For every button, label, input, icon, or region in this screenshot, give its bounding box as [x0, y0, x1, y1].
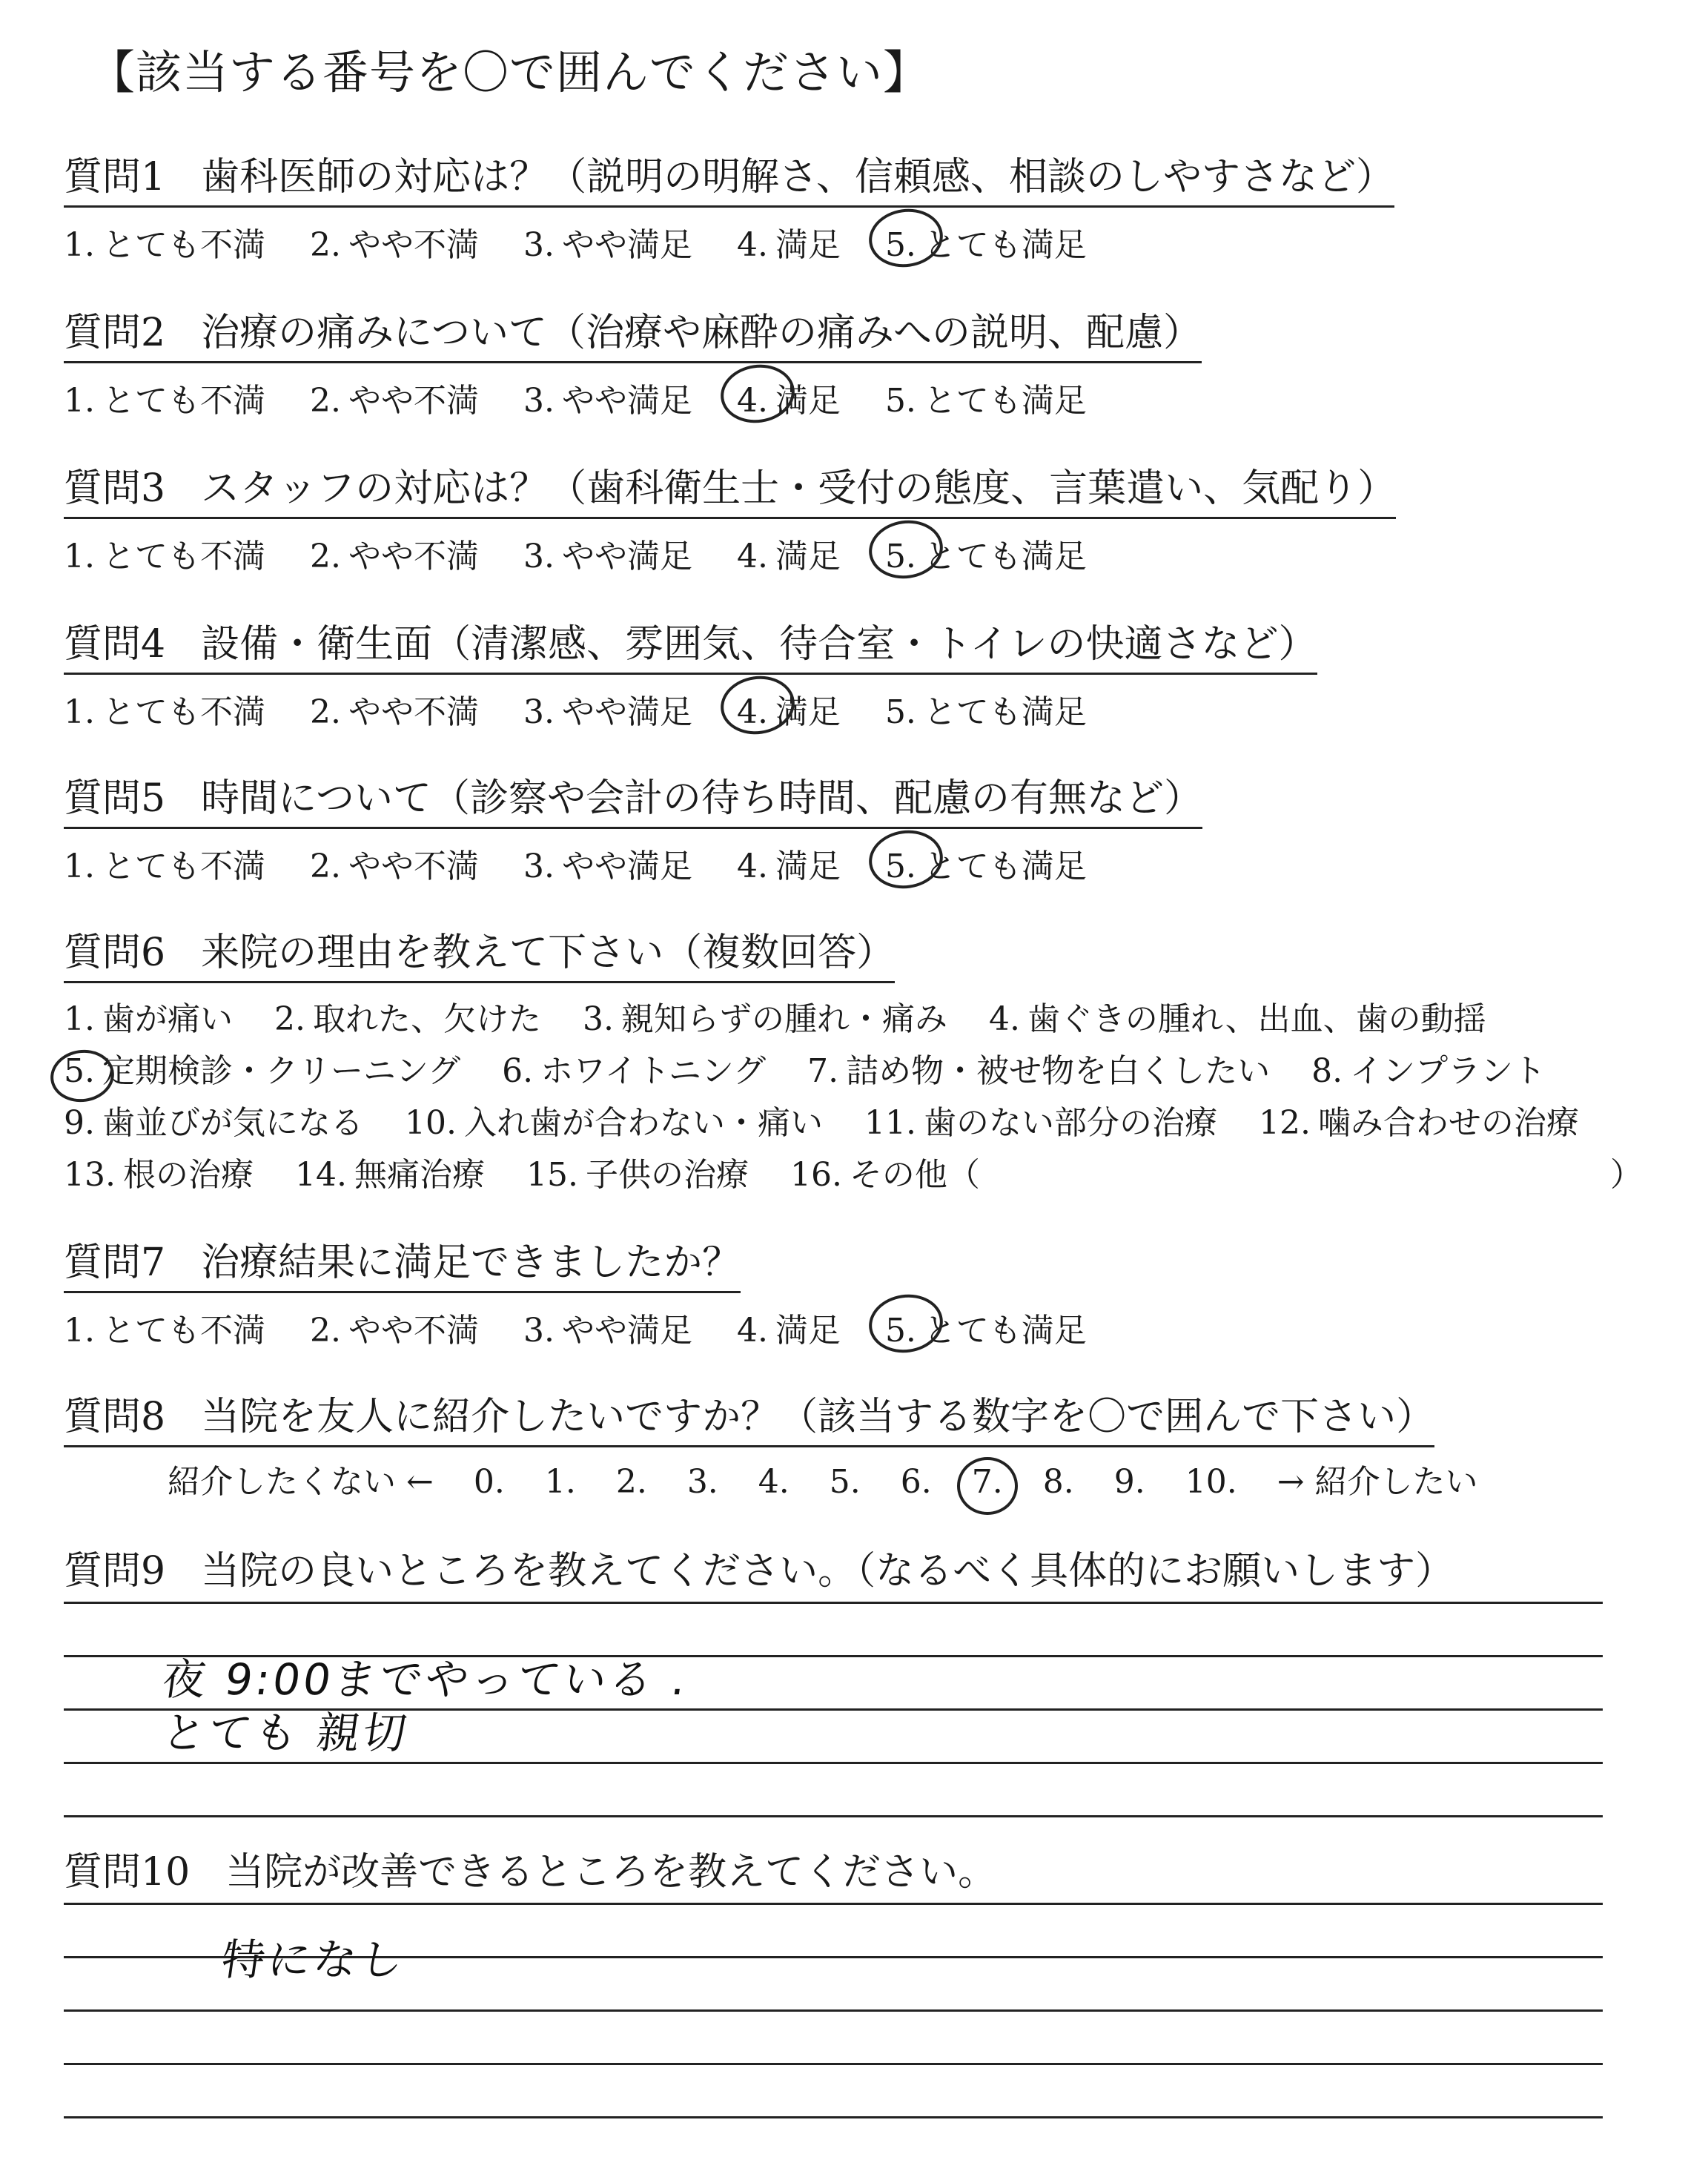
- other-close-paren: ）: [1610, 1156, 1643, 1194]
- question-10-answer-line-1: 特になし: [218, 1935, 410, 1985]
- question-9: [64, 1539, 1680, 1599]
- choice-selected[interactable]: 5. とても満足: [884, 226, 1087, 264]
- question-6-reasons: [64, 994, 1680, 1201]
- question-1-heading: 質問1 歯科医師の対応は？（説明の明解さ、信頼感、相談のしやすさなど）: [64, 145, 1394, 208]
- reason-option-other[interactable]: 16. その他（: [790, 1156, 980, 1194]
- question-5: [64, 767, 1680, 887]
- choice-selected[interactable]: 5. とても満足: [884, 538, 1087, 575]
- scale-option[interactable]: 2.: [615, 1463, 647, 1501]
- reason-option[interactable]: 3. 親知らずの腫れ・痛み: [582, 1000, 947, 1038]
- scale-option[interactable]: 0.: [473, 1463, 505, 1501]
- choice[interactable]: 4. 満足: [736, 538, 841, 575]
- question-4: [64, 612, 1680, 733]
- question-7-heading: 質問7 治療結果に満足できましたか？: [64, 1231, 741, 1293]
- choice[interactable]: 4. 満足: [736, 848, 841, 885]
- question-4-choices: [64, 685, 1680, 733]
- question-9-answer-line-1: 夜 9:00までやっている .: [159, 1654, 692, 1705]
- reason-option[interactable]: 12. 噛み合わせの治療: [1258, 1104, 1579, 1142]
- scale-option[interactable]: 8.: [1042, 1463, 1074, 1501]
- choice[interactable]: 3. やや満足: [523, 693, 692, 731]
- reason-option[interactable]: 2. 取れた、欠けた: [274, 1000, 541, 1038]
- choice[interactable]: 1. とても不満: [64, 693, 265, 731]
- choice[interactable]: 2. やや不満: [309, 538, 479, 575]
- scale-option[interactable]: 1.: [544, 1463, 576, 1501]
- choice[interactable]: 5. とても満足: [884, 693, 1087, 731]
- reason-option[interactable]: 4. 歯ぐきの腫れ、出血、歯の動揺: [988, 1000, 1486, 1038]
- choice[interactable]: 2. やや不満: [309, 848, 479, 885]
- choice[interactable]: 1. とても不満: [64, 848, 265, 885]
- question-1-choices: [64, 218, 1680, 265]
- question-6-heading: 質問6 来院の理由を教えて下さい（複数回答）: [64, 921, 895, 983]
- scale-left-label: 紹介したくない ←: [168, 1463, 434, 1501]
- reason-option[interactable]: 7. 詰め物・被せ物を白くしたい: [807, 1052, 1271, 1090]
- scale-option[interactable]: 4.: [758, 1463, 790, 1501]
- choice[interactable]: 5. とても満足: [884, 382, 1087, 420]
- scale-option[interactable]: 10.: [1185, 1463, 1237, 1501]
- choice-selected[interactable]: 5. とても満足: [884, 1312, 1087, 1350]
- choice[interactable]: 1. とても不満: [64, 382, 265, 420]
- choice[interactable]: 3. やや満足: [523, 382, 692, 420]
- choice-selected[interactable]: 4. 満足: [736, 693, 841, 731]
- choice[interactable]: 2. やや不満: [309, 693, 479, 731]
- question-3-choices: [64, 529, 1680, 577]
- reason-option[interactable]: 11. 歯のない部分の治療: [864, 1104, 1217, 1142]
- question-8-heading: 質問8 当院を友人に紹介したいですか？（該当する数字を〇で囲んで下さい）: [64, 1385, 1434, 1447]
- scale-option[interactable]: 5.: [829, 1463, 861, 1501]
- question-2-choices: [64, 374, 1680, 421]
- question-7: [64, 1231, 1680, 1351]
- question-6: [64, 921, 1680, 1201]
- reason-option[interactable]: 13. 根の治療: [64, 1156, 254, 1194]
- choice[interactable]: 3. やや満足: [523, 1312, 692, 1350]
- reason-option[interactable]: 1. 歯が痛い: [64, 1000, 233, 1038]
- reason-option-selected[interactable]: 5. 定期検診・クリーニング: [64, 1052, 461, 1090]
- recommend-scale: [64, 1455, 1680, 1502]
- question-5-choices: [64, 839, 1680, 887]
- choice[interactable]: 3. やや満足: [523, 538, 692, 575]
- scale-option[interactable]: 3.: [686, 1463, 718, 1501]
- reason-option[interactable]: 15. 子供の治療: [526, 1156, 749, 1194]
- choice[interactable]: 3. やや満足: [523, 848, 692, 885]
- choice[interactable]: 2. やや不満: [309, 226, 479, 264]
- choice[interactable]: 1. とても不満: [64, 538, 265, 575]
- scale-option[interactable]: 9.: [1113, 1463, 1145, 1501]
- question-8: [64, 1385, 1680, 1502]
- choice[interactable]: 4. 満足: [736, 226, 841, 264]
- form-title: 【該当する番号を〇で囲んでください】: [89, 45, 930, 99]
- question-9-heading: 質問9 当院の良いところを教えてください。（なるべく具体的にお願いします）: [64, 1549, 1454, 1593]
- reason-option[interactable]: 8. インプラント: [1311, 1052, 1546, 1090]
- question-5-heading: 質問5 時間について（診察や会計の待ち時間、配慮の有無など）: [64, 767, 1202, 829]
- question-4-heading: 質問4 設備・衛生面（清潔感、雰囲気、待合室・トイレの快適さなど）: [64, 612, 1317, 675]
- choice[interactable]: 4. 満足: [736, 1312, 841, 1350]
- choice[interactable]: 3. やや満足: [523, 226, 692, 264]
- choice[interactable]: 2. やや不満: [309, 382, 479, 420]
- choice-selected[interactable]: 4. 満足: [736, 382, 841, 420]
- choice[interactable]: 2. やや不満: [309, 1312, 479, 1350]
- choice[interactable]: 1. とても不満: [64, 226, 265, 264]
- choice[interactable]: 1. とても不満: [64, 1312, 265, 1350]
- choice-selected[interactable]: 5. とても満足: [884, 848, 1087, 885]
- reason-option[interactable]: 14. 無痛治療: [294, 1156, 485, 1194]
- question-10: [64, 1840, 1680, 1900]
- reason-option[interactable]: 6. ホワイトニング: [502, 1052, 767, 1090]
- scale-option-selected[interactable]: 7.: [971, 1463, 1003, 1501]
- question-2-heading: 質問2 治療の痛みについて（治療や麻酔の痛みへの説明、配慮）: [64, 301, 1202, 363]
- question-1: [64, 145, 1680, 265]
- question-3-heading: 質問3 スタッフの対応は？（歯科衛生士・受付の態度、言葉遣い、気配り）: [64, 457, 1396, 519]
- question-9-answer-line-2: とても 親切: [159, 1708, 413, 1758]
- question-3: [64, 457, 1680, 577]
- reason-option[interactable]: 10. 入れ歯が合わない・痛い: [404, 1104, 823, 1142]
- question-10-heading: 質問10 当院が改善できるところを教えてください。: [64, 1850, 997, 1895]
- scale-option[interactable]: 6.: [900, 1463, 932, 1501]
- question-2: [64, 301, 1680, 421]
- question-7-choices: [64, 1304, 1680, 1351]
- reason-option[interactable]: 9. 歯並びが気になる: [64, 1104, 363, 1142]
- scale-right-label: → 紹介したい: [1277, 1463, 1478, 1501]
